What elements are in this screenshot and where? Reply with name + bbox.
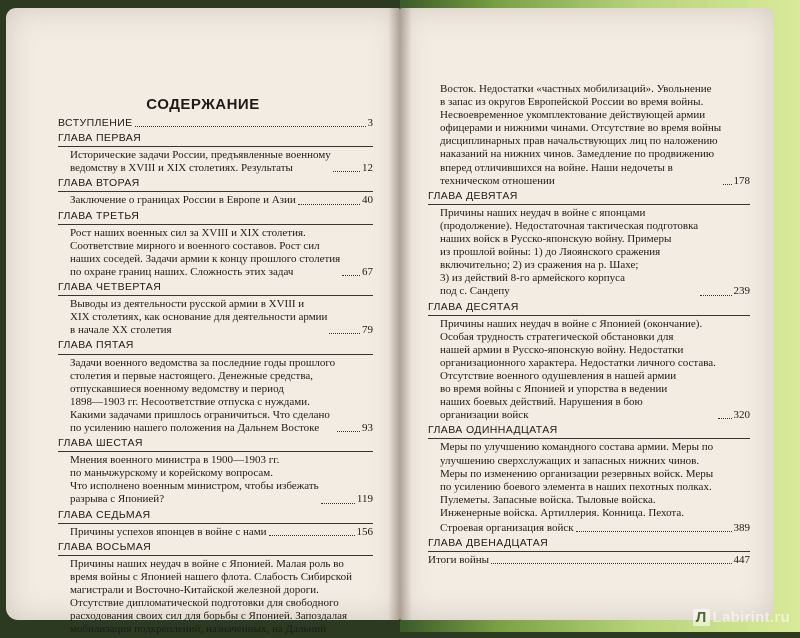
chapter-heading: ГЛАВА СЕДЬМАЯ	[58, 509, 373, 524]
leader-dots	[700, 295, 731, 296]
page-number: 389	[733, 522, 750, 534]
toc-entry	[58, 194, 373, 207]
watermark	[693, 609, 790, 626]
page-number: 67	[362, 265, 373, 278]
page-number: 79	[362, 324, 373, 337]
toc-entry	[428, 554, 750, 567]
watermark-text: Labirint.ru	[712, 609, 790, 626]
leader-dots	[718, 418, 732, 419]
chapter-heading: ВСТУПЛЕНИЕ	[58, 117, 133, 129]
entry-text: Восток. Недостатки «частных мобилизаций». Увольнение в запас из округов Европейской России во время войны. Несвоевременное укомплектование действующей армии офицерами и нижними чинами. Отсутствие во время войны дисциплинарных прав начальствующих лиц по наложению наказаний на нижних чинов. Замедление по продвижению вперед отличившихся на войне. Наши недочеты в техническом отношении	[440, 83, 722, 187]
leader-dots	[298, 204, 360, 205]
page-number: 156	[356, 525, 373, 538]
page-number: 40	[362, 194, 373, 207]
entry-text: Выводы из деятельности русской армии в XVIII и XIX столетиях, как основание для деятельности армии в начале XX столетия	[70, 298, 328, 337]
entry-text: Исторические задачи России, предъявленные военному ведомству в XVIII и XIX столетиях. Результаты	[70, 149, 331, 175]
toc-entry	[58, 227, 373, 279]
toc-title: СОДЕРЖАНИЕ	[146, 96, 260, 113]
left-page	[6, 8, 400, 636]
toc-entry-continued	[428, 83, 750, 188]
chapter-heading: ГЛАВА ДЕВЯТАЯ	[428, 190, 750, 205]
page-number: 3	[367, 117, 373, 129]
page-number: 93	[362, 421, 373, 434]
page-number: 12	[362, 162, 373, 175]
leader-dots	[329, 333, 360, 334]
chapter-heading: ГЛАВА ПЕРВАЯ	[58, 132, 373, 147]
left-toc-column	[58, 117, 373, 638]
entry-text: Причины наших неудач в войне с японцами (продолжение). Недостаточная тактическая подготовка наших войск в Русско-японскую войну. Примеры из прошлой войны: 1) до Ляоянского сражения включительно; 2) из сражения на р. Шахе; 3) из действий 8-го армейского корпуса под с. Сандепу	[440, 206, 699, 298]
right-page	[400, 8, 774, 620]
entry-text: Меры по улучшению командного состава армии. Меры по улучшению сверхслужащих и запасных нижних чинов. Меры по изменению организации резервных войск. Меры по усилению боевого элемента в наших пехотных полках. Пулеметы. Запасные войска. Тыловые войска. Инженерные войска. Артиллерия. Конница. Пехота.	[440, 441, 714, 519]
entry-text: Причины наших неудач в войне с Японией (окончание). Особая трудность стратегической обстановки для нашей армии в Русско-японскую войну. Недостатки организационного характера. Недостатки личного состава. Отсутствие военного одушевления в нашей армии во время войны с Японией и упорства в ведении наших боевых действий. Нарушения в бою организации войск	[440, 317, 716, 422]
chapter-heading: ГЛАВА ЧЕТВЕРТАЯ	[58, 281, 373, 296]
entry-text: Задачи военного ведомства за последние годы прошлого столетия и первые настоящего. Денежные средства, отпускавшиеся военному ведомству и период 1898—1903 гг. Несоответствие отпуска с нуждами. Какими задачами пришлось ограничиться. Что сделано по усилению нашего положения на Дальнем Востоке	[70, 356, 336, 434]
page-number: 178	[733, 174, 750, 187]
chapter-heading: ГЛАВА ВОСЬМАЯ	[58, 541, 373, 556]
chapter-heading: ГЛАВА ДЕСЯТАЯ	[428, 301, 750, 316]
chapter-heading: ГЛАВА ТРЕТЬЯ	[58, 210, 373, 225]
chapter-heading: ГЛАВА ДВЕНАДЦАТАЯ	[428, 537, 750, 552]
chapter-heading: ГЛАВА ШЕСТАЯ	[58, 437, 373, 452]
entry-text: Заключение о границах России в Европе и Азии	[70, 194, 296, 207]
page-number: 119	[356, 493, 373, 506]
toc-entry	[58, 149, 373, 175]
toc-entry	[58, 454, 373, 506]
chapter-heading: ГЛАВА ПЯТАЯ	[58, 339, 373, 354]
leader-dots	[723, 184, 731, 185]
leader-dots	[321, 503, 355, 504]
toc-entry	[58, 298, 373, 337]
entry-text: Причины успехов японцев в войне с нами	[70, 525, 267, 538]
leader-dots	[342, 275, 360, 276]
toc-entry-intro	[58, 117, 373, 130]
watermark-logo: Л	[693, 609, 710, 626]
leader-dots	[269, 535, 355, 536]
book-gutter-shadow	[388, 8, 412, 620]
chapter-heading: ГЛАВА ВТОРАЯ	[58, 177, 373, 192]
page-number: 320	[733, 409, 750, 422]
leader-dots	[337, 431, 360, 432]
leader-dots	[333, 171, 360, 172]
toc-entry	[428, 207, 750, 299]
entry-text: Рост наших военных сил за XVIII и XIX столетия. Соответствие мирного и военного составов. Рост сил наших соседей. Задачи армии к концу прошлого столетия по охране границ наших. Сложность этих задач	[70, 226, 341, 278]
toc-entry	[58, 357, 373, 436]
page-number: 447	[733, 554, 750, 567]
chapter-heading: ГЛАВА ОДИННАДЦАТАЯ	[428, 424, 750, 439]
leader-dots	[576, 531, 732, 532]
toc-entry	[428, 318, 750, 423]
toc-entry	[58, 526, 373, 539]
entry-text: Причины наших неудач в войне с Японией. Малая роль во время войны с Японией нашего флота. Слабость Сибирской магистрали и Восточно-Китайской железной дороги. Отсутствие дипломатической подготовки для свободного расходования своих сил для борьбы с Японией. Запоздалая мобилизация подкреплений, назначенных, на Дальний	[70, 557, 352, 636]
leader-dots	[491, 563, 731, 564]
page-number: 239	[733, 285, 750, 298]
right-toc-column	[428, 83, 750, 569]
leader-dots	[135, 126, 366, 127]
entry-text: Мнения военного министра в 1900—1903 гг. по маньчжурскому и корейскому вопросам. Что исполнено военным министром, чтобы избежать разрыва с Японией?	[70, 454, 319, 506]
entry-text: Итоги войны	[428, 554, 490, 567]
entry-text: Строевая организация войск	[440, 522, 574, 534]
toc-entry	[428, 522, 750, 535]
